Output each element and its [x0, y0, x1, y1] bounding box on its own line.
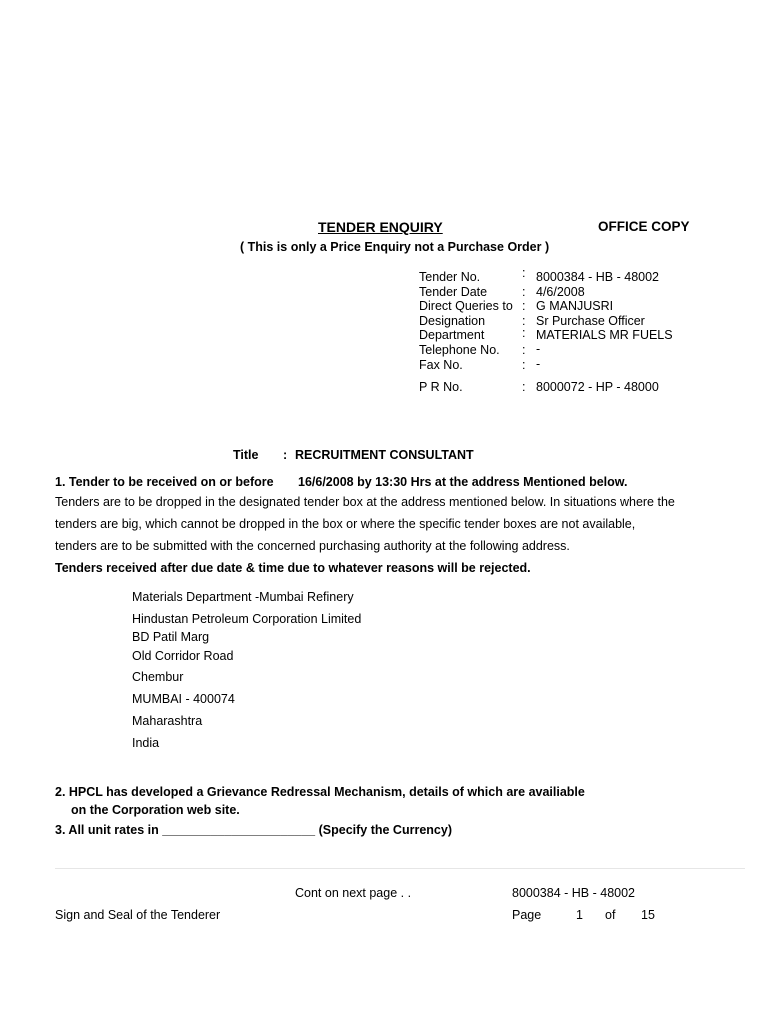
- footer-divider: [55, 868, 745, 869]
- clause-3: 3. All unit rates in ______________________ (Specify the Currency): [55, 823, 452, 837]
- telephone-value: -: [536, 342, 541, 356]
- document-title: TENDER ENQUIRY: [318, 219, 443, 235]
- copy-type-label: OFFICE COPY: [598, 219, 690, 234]
- queries-to-value: G MANJUSRI: [536, 299, 614, 313]
- separator-colon: :: [522, 314, 526, 328]
- pr-no-label: P R No.: [419, 380, 463, 394]
- address-line: India: [132, 736, 160, 750]
- fax-label: Fax No.: [419, 358, 463, 372]
- address-line: Materials Department -Mumbai Refinery: [132, 590, 354, 604]
- page-label: Page: [512, 908, 542, 922]
- telephone-label: Telephone No.: [419, 343, 500, 357]
- footer-tender-no: 8000384 - HB - 48002: [512, 886, 636, 900]
- clause-2-line-2: on the Corporation web site.: [71, 803, 240, 817]
- separator-colon: :: [522, 343, 526, 357]
- clause-1-line-2: tenders are big, which cannot be dropped in the box or where the specific tender boxes are not available,: [55, 517, 636, 531]
- designation-label: Designation: [419, 314, 486, 328]
- address-line: Old Corridor Road: [132, 649, 234, 663]
- department-value: MATERIALS MR FUELS: [536, 328, 673, 342]
- separator-colon: :: [522, 380, 526, 394]
- page-number: 1: [576, 908, 583, 922]
- clause-2-line-1: 2. HPCL has developed a Grievance Redressal Mechanism, details of which are availiable: [55, 785, 585, 799]
- page-of-label: of: [605, 908, 616, 922]
- designation-value: Sr Purchase Officer: [536, 314, 645, 328]
- address-line: Hindustan Petroleum Corporation Limited: [132, 612, 362, 626]
- tender-no-label: Tender No.: [419, 270, 481, 284]
- clause-1-line-3: tenders are to be submitted with the concerned purchasing authority at the following address.: [55, 539, 570, 553]
- separator-colon: :: [522, 285, 526, 299]
- separator-colon: :: [522, 266, 526, 280]
- clause-1-warning: Tenders received after due date & time due to whatever reasons will be rejected.: [55, 561, 531, 575]
- document-subtitle: ( This is only a Price Enquiry not a Purchase Order ): [240, 240, 550, 254]
- separator-colon: :: [283, 448, 288, 462]
- clause-1-deadline: 16/6/2008 by 13:30 Hrs at the address Mentioned below.: [298, 475, 628, 489]
- page-total: 15: [641, 908, 655, 922]
- address-line: BD Patil Marg: [132, 630, 210, 644]
- title-value: RECRUITMENT CONSULTANT: [295, 448, 474, 462]
- address-line: MUMBAI - 400074: [132, 692, 235, 706]
- title-label: Title: [233, 448, 259, 462]
- continued-note: Cont on next page . .: [295, 886, 412, 900]
- address-line: Chembur: [132, 670, 184, 684]
- separator-colon: :: [522, 299, 526, 313]
- queries-to-label: Direct Queries to: [419, 299, 513, 313]
- fax-value: -: [536, 357, 541, 371]
- separator-colon: :: [522, 358, 526, 372]
- tender-date-value: 4/6/2008: [536, 285, 585, 299]
- clause-1-line-1: Tenders are to be dropped in the designated tender box at the address mentioned below. In situations where the: [55, 495, 675, 509]
- separator-colon: :: [522, 326, 526, 340]
- pr-no-value: 8000072 - HP - 48000: [536, 380, 659, 394]
- address-line: Maharashtra: [132, 714, 203, 728]
- tender-no-value: 8000384 - HB - 48002: [536, 270, 660, 284]
- tender-date-label: Tender Date: [419, 285, 488, 299]
- clause-1-heading: 1. Tender to be received on or before: [55, 475, 274, 489]
- sign-seal-label: Sign and Seal of the Tenderer: [55, 908, 221, 922]
- department-label: Department: [419, 328, 485, 342]
